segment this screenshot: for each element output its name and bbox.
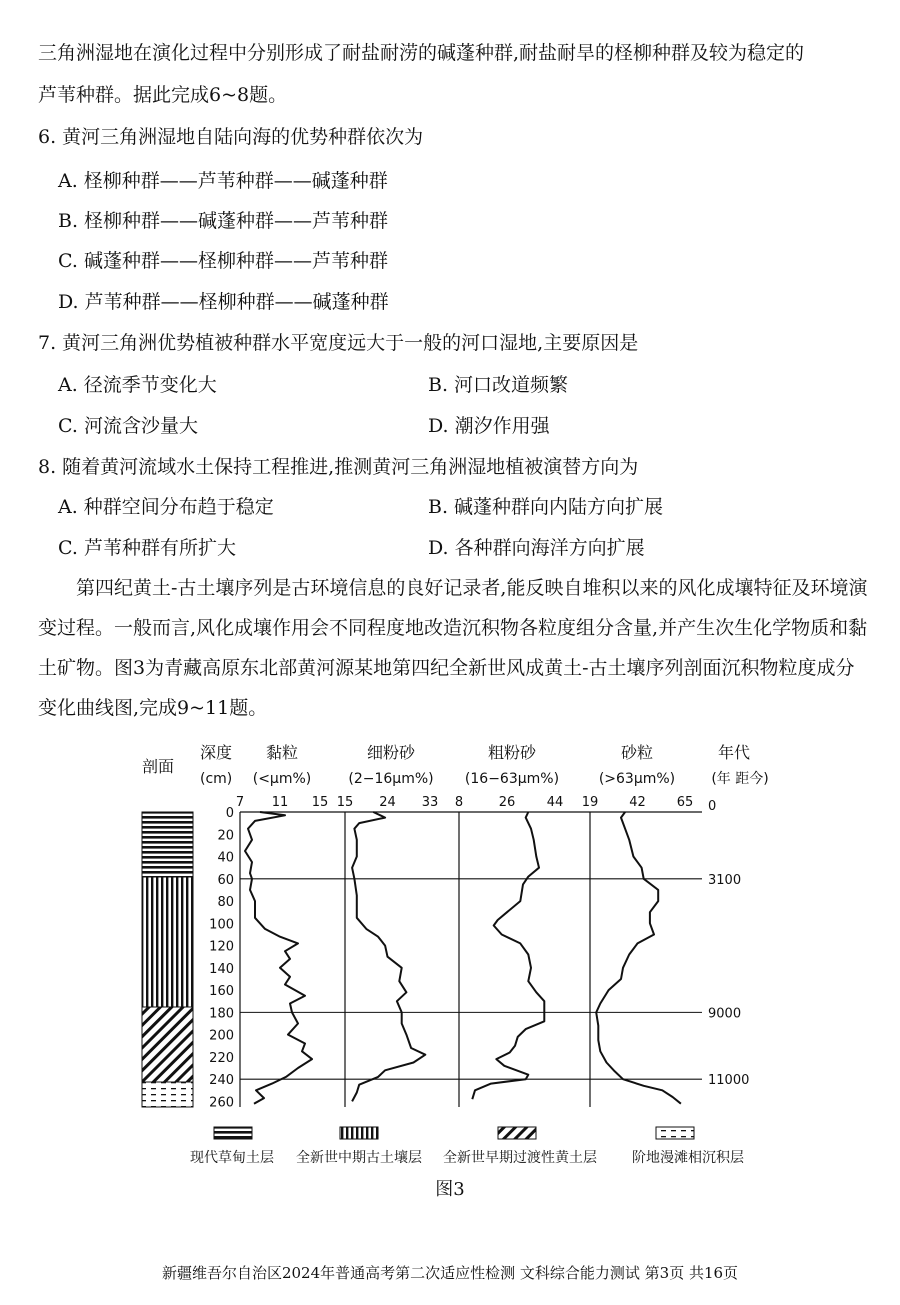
header-fine-silt-unit: (2−16μm%) bbox=[348, 771, 434, 787]
series-tick-label: 44 bbox=[546, 795, 564, 810]
depth-tick-label: 40 bbox=[217, 850, 234, 866]
figure-3 bbox=[0, 735, 900, 1179]
series-line bbox=[472, 812, 544, 1099]
depth-tick-label: 0 bbox=[225, 806, 234, 821]
series-tick-label: 65 bbox=[676, 795, 694, 810]
layer-floodplain-deposit bbox=[142, 1082, 193, 1107]
series-tick-label: 15 bbox=[311, 795, 329, 810]
age-label: 11000 bbox=[708, 1073, 750, 1089]
question-8-stem: 8. 随着黄河流域水土保持工程推进,推测黄河三角洲湿地植被演替方向为 bbox=[38, 456, 639, 478]
q8-option-d: D. 各种群向海洋方向扩展 bbox=[428, 537, 645, 559]
page-footer: 新疆维吾尔自治区2024年普通高考第二次适应性检测 文科综合能力测试 第3页 共16页 bbox=[161, 1264, 739, 1282]
layer-mid-holocene-paleosol bbox=[142, 877, 193, 1007]
grain-size-chart bbox=[0, 735, 900, 1175]
header-fine-silt: 细粉砂 bbox=[366, 743, 416, 762]
header-sand: 砂粒 bbox=[620, 743, 654, 762]
header-clay-unit: (<μm%) bbox=[252, 771, 312, 787]
depth-tick-label: 140 bbox=[209, 961, 234, 977]
legend-swatch-loess bbox=[498, 1127, 536, 1139]
legend-label-loess: 全新世早期过渡性黄土层 bbox=[443, 1150, 597, 1166]
q6-option-a: A. 柽柳种群——芦苇种群——碱蓬种群 bbox=[58, 170, 388, 192]
series-tick-label: 15 bbox=[336, 795, 354, 810]
series-line bbox=[245, 812, 312, 1104]
depth-tick-label: 180 bbox=[209, 1006, 234, 1022]
header-coarse-silt-unit: (16−63μm%) bbox=[464, 771, 560, 787]
header-age-unit: (年 距今) bbox=[711, 771, 769, 787]
intro-line-1: 三角洲湿地在演化过程中分别形成了耐盐耐涝的碱蓬种群,耐盐耐旱的柽柳种群及较为稳定的 bbox=[38, 42, 805, 64]
header-depth: 深度 bbox=[200, 743, 233, 762]
header-depth-unit: (cm) bbox=[200, 771, 233, 787]
depth-tick-label: 120 bbox=[209, 939, 234, 955]
age-label: 9000 bbox=[708, 1006, 742, 1022]
q7-option-d: D. 潮汐作用强 bbox=[428, 415, 550, 437]
intro-line-2: 芦苇种群。据此完成6~8题。 bbox=[38, 84, 288, 106]
series-tick-label: 33 bbox=[421, 795, 439, 810]
depth-tick-label: 100 bbox=[209, 917, 234, 933]
series-tick-label: 19 bbox=[581, 795, 599, 810]
series-tick-label: 11 bbox=[271, 795, 289, 810]
q6-option-d: D. 芦苇种群——柽柳种群——碱蓬种群 bbox=[58, 291, 389, 313]
series-line bbox=[352, 812, 425, 1101]
q7-option-a: A. 径流季节变化大 bbox=[58, 374, 217, 396]
q6-option-b: B. 柽柳种群——碱蓬种群——芦苇种群 bbox=[58, 210, 389, 232]
header-age: 年代 bbox=[717, 743, 751, 762]
depth-tick-label: 260 bbox=[209, 1095, 234, 1111]
legend-swatch-paleosol bbox=[340, 1127, 378, 1139]
question-7-stem: 7. 黄河三角洲优势植被种群水平宽度远大于一般的河口湿地,主要原因是 bbox=[38, 332, 639, 354]
series-tick-label: 7 bbox=[235, 795, 245, 810]
depth-tick-label: 160 bbox=[209, 984, 234, 1000]
depth-tick-label: 20 bbox=[217, 828, 234, 844]
figure-caption: 图3 bbox=[435, 1179, 465, 1200]
depth-tick-label: 80 bbox=[217, 895, 234, 911]
depth-tick-label: 240 bbox=[209, 1073, 234, 1089]
legend-swatch-floodplain bbox=[656, 1127, 694, 1139]
q8-option-c: C. 芦苇种群有所扩大 bbox=[58, 537, 236, 559]
depth-tick-label: 60 bbox=[217, 872, 234, 888]
q8-option-b: B. 碱蓬种群向内陆方向扩展 bbox=[428, 496, 664, 518]
age-label: 3100 bbox=[708, 872, 742, 888]
header-sand-unit: (>63μm%) bbox=[598, 771, 676, 787]
question-6-stem: 6. 黄河三角洲湿地自陆向海的优势种群依次为 bbox=[38, 126, 424, 148]
legend-label-paleosol: 全新世中期古土壤层 bbox=[296, 1150, 422, 1166]
q8-option-a: A. 种群空间分布趋于稳定 bbox=[58, 496, 274, 518]
depth-tick-label: 220 bbox=[209, 1050, 234, 1066]
q6-option-c: C. 碱蓬种群——柽柳种群——芦苇种群 bbox=[58, 250, 388, 272]
q7-option-c: C. 河流含沙量大 bbox=[58, 415, 198, 437]
q7-option-b: B. 河口改道频繁 bbox=[428, 374, 569, 396]
series-tick-label: 26 bbox=[498, 795, 516, 810]
chart-panels bbox=[209, 795, 749, 1110]
legend-swatch-meadow bbox=[214, 1127, 252, 1139]
depth-tick-label: 200 bbox=[209, 1028, 234, 1044]
legend-label-floodplain: 阶地漫滩相沉积层 bbox=[632, 1150, 744, 1166]
header-profile: 剖面 bbox=[142, 757, 175, 776]
series-tick-label: 42 bbox=[629, 795, 646, 810]
header-clay: 黏粒 bbox=[265, 743, 299, 762]
header-coarse-silt: 粗粉砂 bbox=[487, 743, 537, 762]
passage-text: 第四纪黄土-古土壤序列是古环境信息的良好记录者,能反映自堆积以来的风化成壤特征及环境演变过程。一般而言,风化成壤作用会不同程度地改造沉积物各粒度组分含量,并产生次生化学物质和黏土矿物。图3为青藏高原东北部黄河源某地第四纪全新世风成黄土-古土壤序列剖面沉积物粒度成分变化曲线图,完成9~11题。 bbox=[38, 577, 868, 719]
series-tick-label: 8 bbox=[454, 795, 464, 810]
series-tick-label: 24 bbox=[379, 795, 396, 810]
legend-label-meadow: 现代草甸土层 bbox=[190, 1150, 274, 1166]
age-label: 0 bbox=[708, 799, 717, 814]
layer-modern-meadow-soil bbox=[142, 812, 193, 877]
series-line bbox=[596, 812, 681, 1104]
layer-early-holocene-loess bbox=[142, 1007, 193, 1082]
